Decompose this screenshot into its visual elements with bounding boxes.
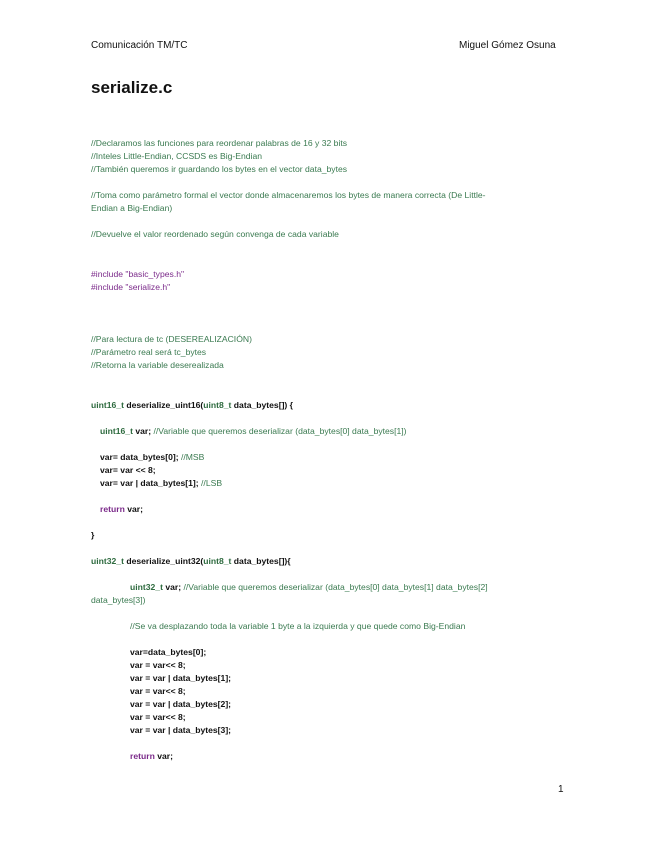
decl-type: uint16_t [100,426,133,436]
code-line: var = var<< 8; [130,686,186,696]
function-name: deserialize_uint32( [123,556,204,566]
function-signature [91,555,291,567]
code-line: var = var | data_bytes[2]; [130,699,232,709]
include-line [91,281,170,293]
return-type: uint16_t [91,400,124,410]
header-right: Miguel Gómez Osuna [459,40,556,51]
param-type: uint8_t [203,556,232,566]
code-line: var = var<< 8; [130,660,186,670]
code-line: var = var<< 8; [130,712,186,722]
code-line [100,425,407,437]
inline-comment: //LSB [201,478,223,488]
return-value: var; [124,504,143,514]
param-rest: data_bytes[]){ [231,556,291,566]
include-directive: #include [91,269,126,279]
code-text: var= var | data_bytes[1]; [100,478,202,488]
decl-var: var; [132,426,154,436]
comment-line: //Retorna la variable deserealizada [91,360,224,370]
comment-line: //Inteles Little-Endian, CCSDS es Big-Endian [91,151,263,161]
page-number: 1 [558,784,564,795]
page-title: serialize.c [91,78,173,97]
code-line: var=data_bytes[0]; [130,647,207,657]
code-text: var= data_bytes[0]; [100,452,181,462]
comment-line: //Se va desplazando toda la variable 1 byte a la izquierda y que quede como Big-Endian [130,621,466,631]
decl-type: uint32_t [130,582,163,592]
include-directive: #include [91,282,126,292]
comment-line: //Declaramos las funciones para reordenar palabras de 16 y 32 bits [91,138,348,148]
decl-var: var; [162,582,184,592]
comment-line: //Para lectura de tc (DESEREALIZACIÓN) [91,334,252,344]
return-type: uint32_t [91,556,124,566]
param-rest: data_bytes[]) { [231,400,294,410]
return-keyword: return [100,504,125,514]
inline-comment: //MSB [180,452,205,462]
function-name: deserialize_uint16( [123,400,204,410]
code-line: var= var << 8; [100,465,156,475]
comment-line: //También queremos ir guardando los bytes en el vector data_bytes [91,164,348,174]
inline-comment: //Variable que queremos deserializar (data_bytes[0] data_bytes[1]) [153,426,407,436]
code-line [130,581,488,593]
comment-line: Endian a Big-Endian) [91,203,173,213]
function-signature [91,399,293,411]
closing-brace: } [91,530,95,540]
inline-comment: //Variable que queremos deserializar (data_bytes[0] data_bytes[1] data_bytes[2] [183,582,488,592]
comment-line: //Devuelve el valor reordenado según convenga de cada variable [91,229,339,239]
include-line [91,268,184,280]
param-type: uint8_t [203,400,232,410]
comment-line: //Toma como parámetro formal el vector donde almacenaremos los bytes de manera correcta (De Little- [91,190,486,200]
return-value: var; [154,751,173,761]
return-keyword: return [130,751,155,761]
return-line [130,750,173,762]
comment-line: //Parámetro real será tc_bytes [91,347,207,357]
include-path: "basic_types.h" [125,269,185,279]
comment-continuation: data_bytes[3]) [91,595,146,605]
code-line: var = var | data_bytes[1]; [130,673,232,683]
code-line: var = var | data_bytes[3]; [130,725,232,735]
include-path: "serialize.h" [125,282,171,292]
header-left: Comunicación TM/TC [91,40,188,51]
code-line [100,477,222,489]
return-line [100,503,143,515]
code-line [100,451,204,463]
